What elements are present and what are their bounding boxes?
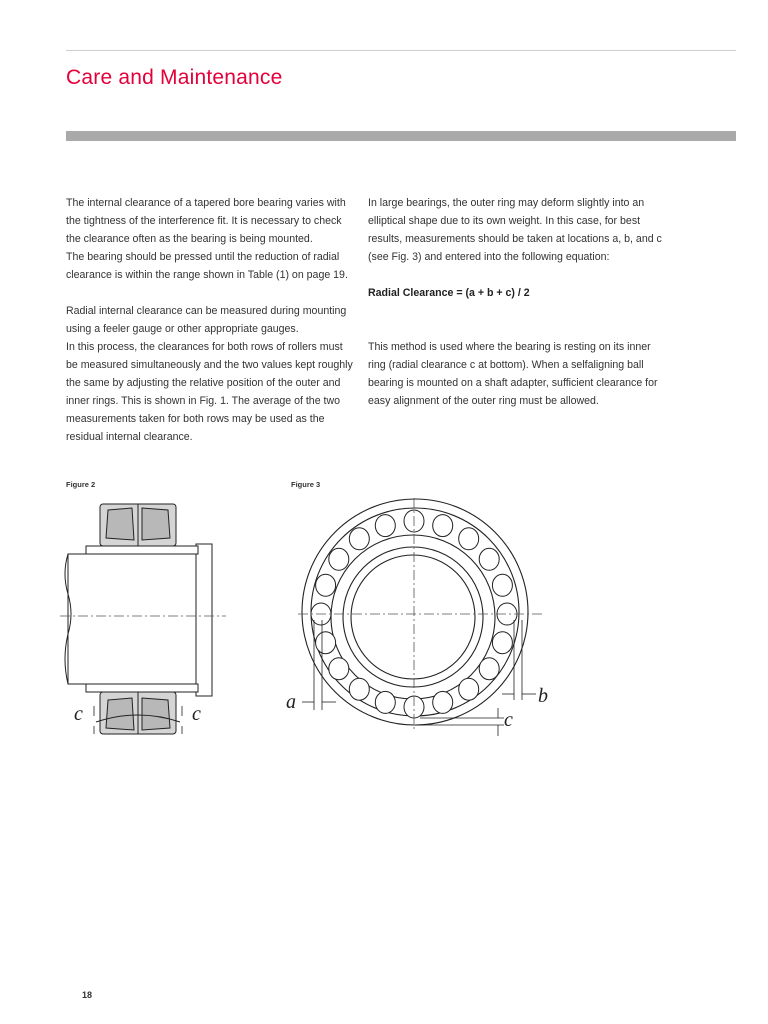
figure-3-roller xyxy=(459,678,479,700)
figure-3-roller xyxy=(316,632,336,654)
figure-3-roller xyxy=(479,548,499,570)
figure-3-roller xyxy=(349,528,369,550)
figure-3-roller xyxy=(329,548,349,570)
right-paragraph-2: This method is used where the bearing is resting on its inner ring (radial clearance c at bottom). When a selfaligning ball bearing is mounted on a shaft adapter, sufficient clearance for easy alignment of the outer ring must be allowed. xyxy=(368,341,658,407)
figure-3-roller xyxy=(433,691,453,713)
figure-3-roller xyxy=(375,515,395,537)
figure-3-roller xyxy=(375,691,395,713)
left-paragraph-1: The internal clearance of a tapered bore bearing varies with the tightness of the interference fit. It is necessary to check the clearance often as the bearing is being mounted. xyxy=(66,197,346,245)
figure-2-c-right: c xyxy=(192,703,201,725)
figure-3-roller xyxy=(492,632,512,654)
figure-3-roller xyxy=(316,574,336,596)
right-paragraph-1: In large bearings, the outer ring may deform slightly into an elliptical shape due to its own weight. In this case, for best results, measurements should be taken at locations a, b, and c (see Fig. 3) and entered into the following equation: xyxy=(368,197,662,263)
figure-3-label-a: a xyxy=(286,691,296,713)
figure-3-roller xyxy=(349,678,369,700)
figure-3-label: Figure 3 xyxy=(291,480,321,489)
clearance-formula: Radial Clearance = (a + b + c) / 2 xyxy=(368,287,530,299)
figure-3-drawing xyxy=(280,488,570,758)
left-paragraph-3: Radial internal clearance can be measured during mounting using a feeler gauge or other appropriate gauges. xyxy=(66,305,347,335)
figure-3-roller xyxy=(479,658,499,680)
page-title: Care and Maintenance xyxy=(66,66,283,89)
figure-3-label-c: c xyxy=(504,709,513,731)
figure-3-roller xyxy=(433,515,453,537)
right-column xyxy=(368,194,668,410)
left-paragraph-2: The bearing should be pressed until the reduction of radial clearance is within the range shown in Table (1) on page 19. xyxy=(66,251,348,281)
top-rule xyxy=(66,50,736,51)
figure-2-c-left: c xyxy=(74,703,83,725)
figure-3-roller xyxy=(459,528,479,550)
left-column xyxy=(66,194,356,446)
figure-2-drawing xyxy=(56,496,236,746)
figure-2-label: Figure 2 xyxy=(66,480,96,489)
left-paragraph-4: In this process, the clearances for both rows of rollers must be measured simultaneously and the two values kept roughly the same by adjusting the relative position of the outer and inner rings. This is shown in Fig. 1. The average of the two measurements taken for both rows may be used as the residual internal clearance. xyxy=(66,341,353,443)
section-bar xyxy=(66,131,736,141)
figure-3-label-b: b xyxy=(538,685,548,707)
figure-3-roller xyxy=(329,658,349,680)
figure-3-roller xyxy=(492,574,512,596)
page-number: 18 xyxy=(82,990,93,1000)
